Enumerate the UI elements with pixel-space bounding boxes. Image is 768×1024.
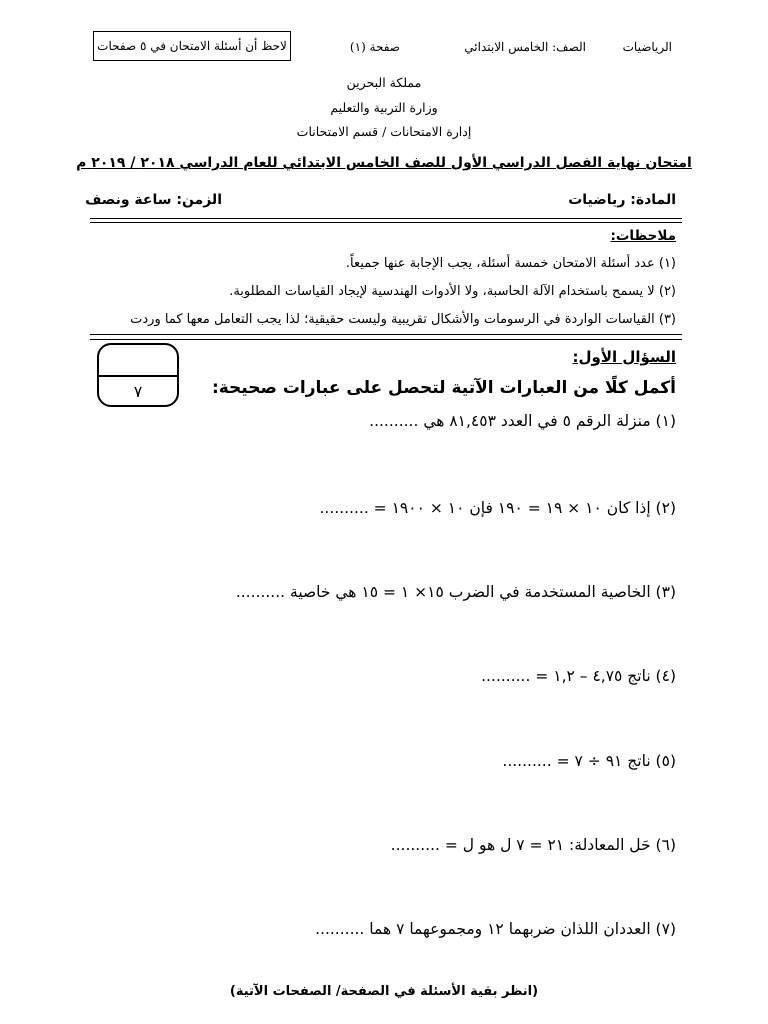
notes-title: ملاحظات:	[610, 228, 676, 244]
score-total: ٧	[133, 382, 143, 401]
org-department: إدارة الامتحانات / قسم الامتحانات	[296, 124, 472, 139]
footer-note: (انظر بقية الأسئلة في الصفحة/ الصفحات الآتية)	[229, 984, 539, 999]
question-item: (٣) الخاصية المستخدمة في الضرب ١٥× ١ = ١٥ هي خاصية ..........	[235, 583, 676, 601]
note-item: (٢) لا يسمح باستخدام الآلة الحاسبة، ولا الأدوات الهندسية لإيجاد القياسات المطلوبة.	[229, 284, 676, 299]
pages-note: لاحظ أن أسئلة الامتحان في ٥ صفحات	[97, 39, 287, 53]
org-kingdom: مملكة البحرين	[346, 75, 422, 90]
header-subject: الرياضيات	[622, 40, 672, 54]
exam-title: امتحان نهاية الفصل الدراسي الأول للصف الخامس الابتدائي للعام الدراسي ٢٠١٨ / ٢٠١٩ م	[76, 155, 692, 171]
question-instruction: أكمل كلًا من العبارات الآتية لتحصل على عبارات صحيحة:	[211, 378, 676, 398]
score-box	[97, 343, 179, 407]
divider	[90, 339, 682, 340]
divider	[90, 334, 682, 335]
header-page-number: صفحة (١)	[349, 40, 400, 54]
header-grade: الصف: الخامس الابتدائي	[464, 40, 586, 54]
meta-time: الزمن: ساعة ونصف	[85, 192, 222, 208]
org-ministry: وزارة التربية والتعليم	[330, 100, 438, 115]
divider	[90, 218, 682, 219]
pages-note-box	[93, 31, 291, 61]
question-title: السؤال الأول:	[572, 348, 676, 366]
question-item: (١) منزلة الرقم ٥ في العدد ٨١,٤٥٣ هي ..........	[369, 412, 676, 430]
question-item: (٧) العددان اللذان ضربهما ١٢ ومجموعهما ٧ هما ..........	[315, 920, 676, 938]
meta-subject: المادة: رياضيات	[568, 192, 676, 208]
note-item: (٣) القياسات الواردة في الرسومات والأشكال تقريبية وليست حقيقية؛ لذا يجب التعامل معها كما وردت	[130, 312, 676, 327]
note-item: (١) عدد أسئلة الامتحان خمسة أسئلة، يجب الإجابة عنها جميعاً.	[345, 256, 676, 271]
divider	[90, 222, 682, 223]
question-item: (٦) حَل المعادلة: ٢١ = ٧ ل هو ل = ..........	[390, 836, 676, 854]
question-item: (٢) إذا كان ١٠ × ١٩ = ١٩٠ فإن ١٠ × ١٩٠٠ = ..........	[319, 499, 676, 517]
score-divider	[97, 375, 179, 377]
question-item: (٥) ناتج ٩١ ÷ ٧ = ..........	[502, 752, 676, 770]
question-item: (٤) ناتج ٤,٧٥ – ١,٢ = ..........	[481, 667, 676, 685]
